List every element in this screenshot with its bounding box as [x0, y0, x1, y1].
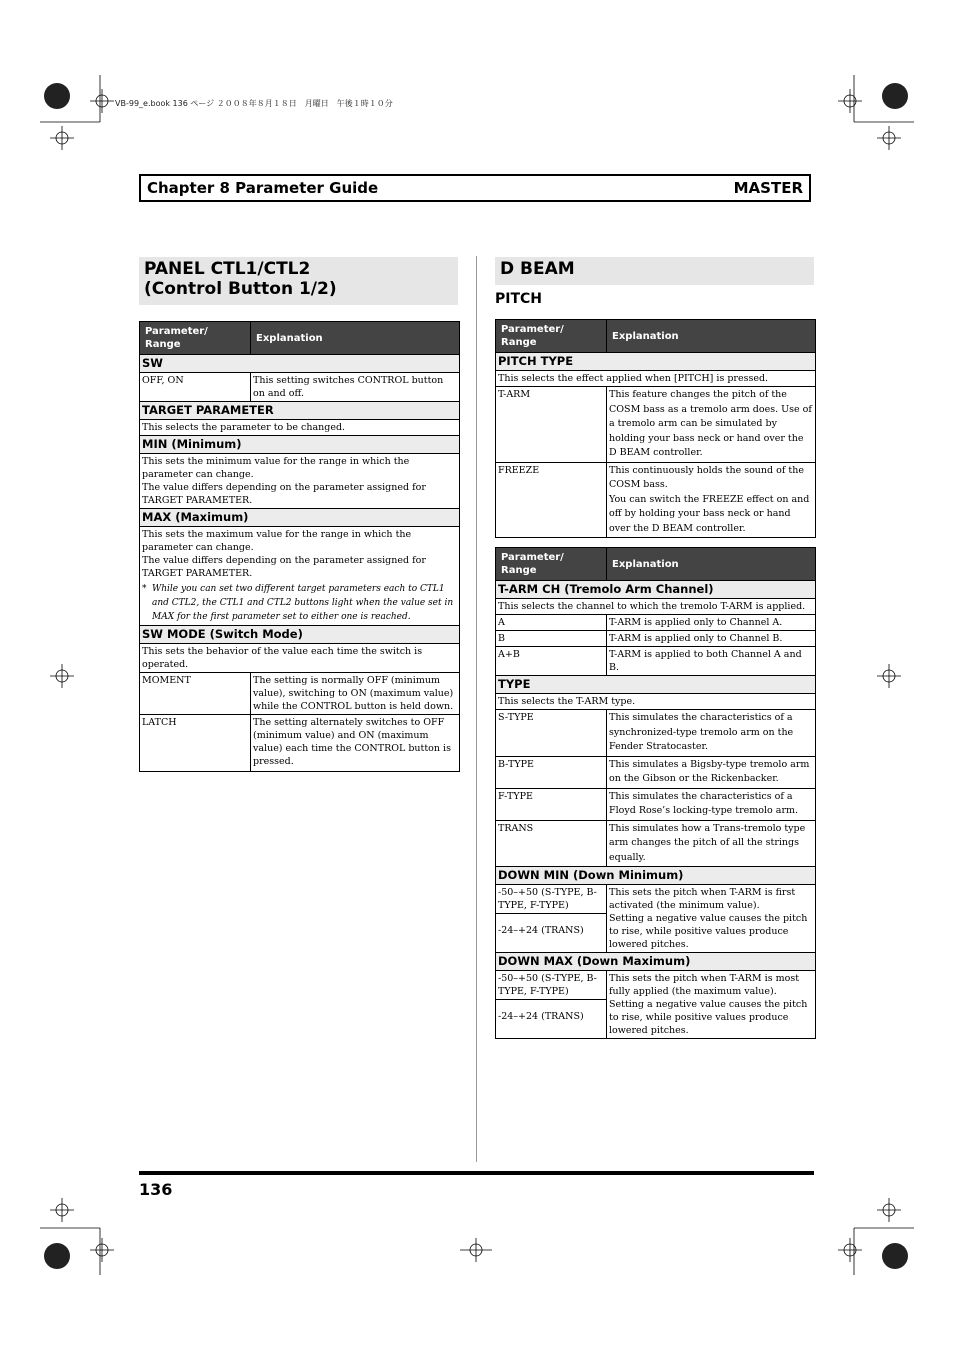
explanation-line: Setting a negative value causes the pitch to rise, while positive values produce lowered pitches.	[609, 913, 808, 950]
param-type: TYPE	[496, 676, 816, 694]
column-divider	[476, 256, 477, 1162]
explanation-cell: This simulates how a Trans-tremolo type arm changes the pitch of all the strings equally.	[607, 820, 816, 867]
range-cell: F-TYPE	[496, 788, 607, 820]
header-explanation: Explanation	[251, 322, 460, 355]
range-cell: OFF, ON	[140, 373, 251, 402]
description-cell: This selects the T-ARM type.	[496, 694, 816, 710]
page-number: 136	[139, 1180, 173, 1199]
range-cell: MOMENT	[140, 673, 251, 715]
range-cell	[496, 971, 607, 1039]
section-title-d-beam: D BEAM	[495, 257, 814, 285]
description-line: This sets the maximum value for the range in which the parameter can change.	[142, 529, 412, 553]
footer-rule	[139, 1171, 814, 1175]
description-line: This sets the minimum value for the range in which the parameter can change.	[142, 456, 410, 480]
description-cell	[140, 527, 460, 626]
param-tarm-ch: T-ARM CH (Tremolo Arm Channel)	[496, 581, 816, 599]
note-mark: *	[142, 584, 147, 594]
description-line: The value differs depending on the parameter assigned for TARGET PARAMETER.	[142, 482, 426, 506]
section-title-line2: (Control Button 1/2)	[144, 279, 337, 299]
header-explanation: Explanation	[607, 548, 816, 581]
range-cell: B-TYPE	[496, 756, 607, 788]
description-cell: This selects the parameter to be changed.	[140, 420, 460, 436]
description-cell: This selects the channel to which the tremolo T-ARM is applied.	[496, 599, 816, 615]
range-line: -24–+24 (TRANS)	[498, 1011, 584, 1022]
param-sw: SW	[140, 355, 460, 373]
param-pitch-type: PITCH TYPE	[496, 353, 816, 371]
explanation-cell: T-ARM is applied to both Channel A and B.	[607, 647, 816, 676]
panel-ctl-parameter-table	[139, 321, 460, 772]
note-text: While you can set two different target parameters each to CTL1 and CTL2, the CTL1 and CTL2 buttons light when the value set in MAX for the first parameter set to either one is reached.	[152, 584, 454, 622]
param-max: MAX (Maximum)	[140, 509, 460, 527]
param-down-max: DOWN MAX (Down Maximum)	[496, 953, 816, 971]
header-param: Parameter/ Range	[496, 320, 607, 353]
range-cell: LATCH	[140, 715, 251, 772]
param-target: TARGET PARAMETER	[140, 402, 460, 420]
subsection-title-pitch: PITCH	[495, 291, 543, 307]
range-cell: S-TYPE	[496, 710, 607, 757]
range-cell: FREEZE	[496, 462, 607, 538]
explanation-line: This continuously holds the sound of the COSM bass.	[609, 464, 804, 490]
explanation-cell: This feature changes the pitch of the COSM bass as a tremolo arm does. Use of a tremolo arm can be simulated by holding your bass neck or hand over the D BEAM controller.	[607, 387, 816, 463]
explanation-line: You can switch the FREEZE effect on and off by holding your bass neck or hand over the D BEAM controller.	[609, 493, 810, 534]
description-cell: This sets the behavior of the value each time the switch is operated.	[140, 644, 460, 673]
explanation-cell: This simulates the characteristics of a Floyd Rose’s locking-type tremolo arm.	[607, 788, 816, 820]
header-param: Parameter/ Range	[140, 322, 251, 355]
print-info-line: VB-99_e.book 136 ページ ２００８年８月１８日 月曜日 午後１時１０分	[115, 99, 393, 108]
range-line: -50–+50 (S-TYPE, B-TYPE, F-TYPE)	[496, 885, 606, 914]
range-cell: B	[496, 631, 607, 647]
pitch-type-table	[495, 319, 816, 538]
explanation-cell: T-ARM is applied only to Channel B.	[607, 631, 816, 647]
section-title-line1: PANEL CTL1/CTL2	[144, 259, 311, 279]
range-cell: TRANS	[496, 820, 607, 867]
range-line: -24–+24 (TRANS)	[498, 925, 584, 936]
explanation-cell: This setting switches CONTROL button on and off.	[251, 373, 460, 402]
header-param: Parameter/ Range	[496, 548, 607, 581]
section-title-panel-ctl	[139, 257, 458, 305]
explanation-cell: T-ARM is applied only to Channel A.	[607, 615, 816, 631]
note	[142, 582, 457, 624]
explanation-cell: This simulates a Bigsby-type tremolo arm on the Gibson or the Rickenbacker.	[607, 756, 816, 788]
range-cell: A	[496, 615, 607, 631]
param-sw-mode: SW MODE (Switch Mode)	[140, 626, 460, 644]
explanation-line: This sets the pitch when T-ARM is first activated (the minimum value).	[609, 887, 796, 911]
range-cell: A+B	[496, 647, 607, 676]
tarm-parameter-table	[495, 547, 816, 1039]
explanation-cell	[607, 971, 816, 1039]
param-down-min: DOWN MIN (Down Minimum)	[496, 867, 816, 885]
explanation-cell: The setting is normally OFF (minimum value), switching to ON (maximum value) while the CONTROL button is held down.	[251, 673, 460, 715]
description-cell: This selects the effect applied when [PITCH] is pressed.	[496, 371, 816, 387]
explanation-line: This sets the pitch when T-ARM is most fully applied (the maximum value).	[609, 973, 800, 997]
chapter-title: Chapter 8 Parameter Guide	[147, 179, 379, 197]
header-explanation: Explanation	[607, 320, 816, 353]
explanation-cell	[607, 885, 816, 953]
param-min: MIN (Minimum)	[140, 436, 460, 454]
explanation-cell: The setting alternately switches to OFF (minimum value) and ON (maximum value) each time the CONTROL button is pressed.	[251, 715, 460, 772]
explanation-cell	[607, 462, 816, 538]
range-line: -50–+50 (S-TYPE, B-TYPE, F-TYPE)	[496, 971, 606, 1000]
explanation-cell: This simulates the characteristics of a synchronized-type tremolo arm on the Fender Stratocaster.	[607, 710, 816, 757]
range-cell	[496, 885, 607, 953]
description-line: The value differs depending on the parameter assigned for TARGET PARAMETER.	[142, 555, 426, 579]
section-name: MASTER	[733, 179, 803, 197]
range-cell: T-ARM	[496, 387, 607, 463]
description-cell	[140, 454, 460, 509]
chapter-header	[139, 174, 811, 202]
explanation-line: Setting a negative value causes the pitch to rise, while positive values produce lowered pitches.	[609, 999, 808, 1036]
